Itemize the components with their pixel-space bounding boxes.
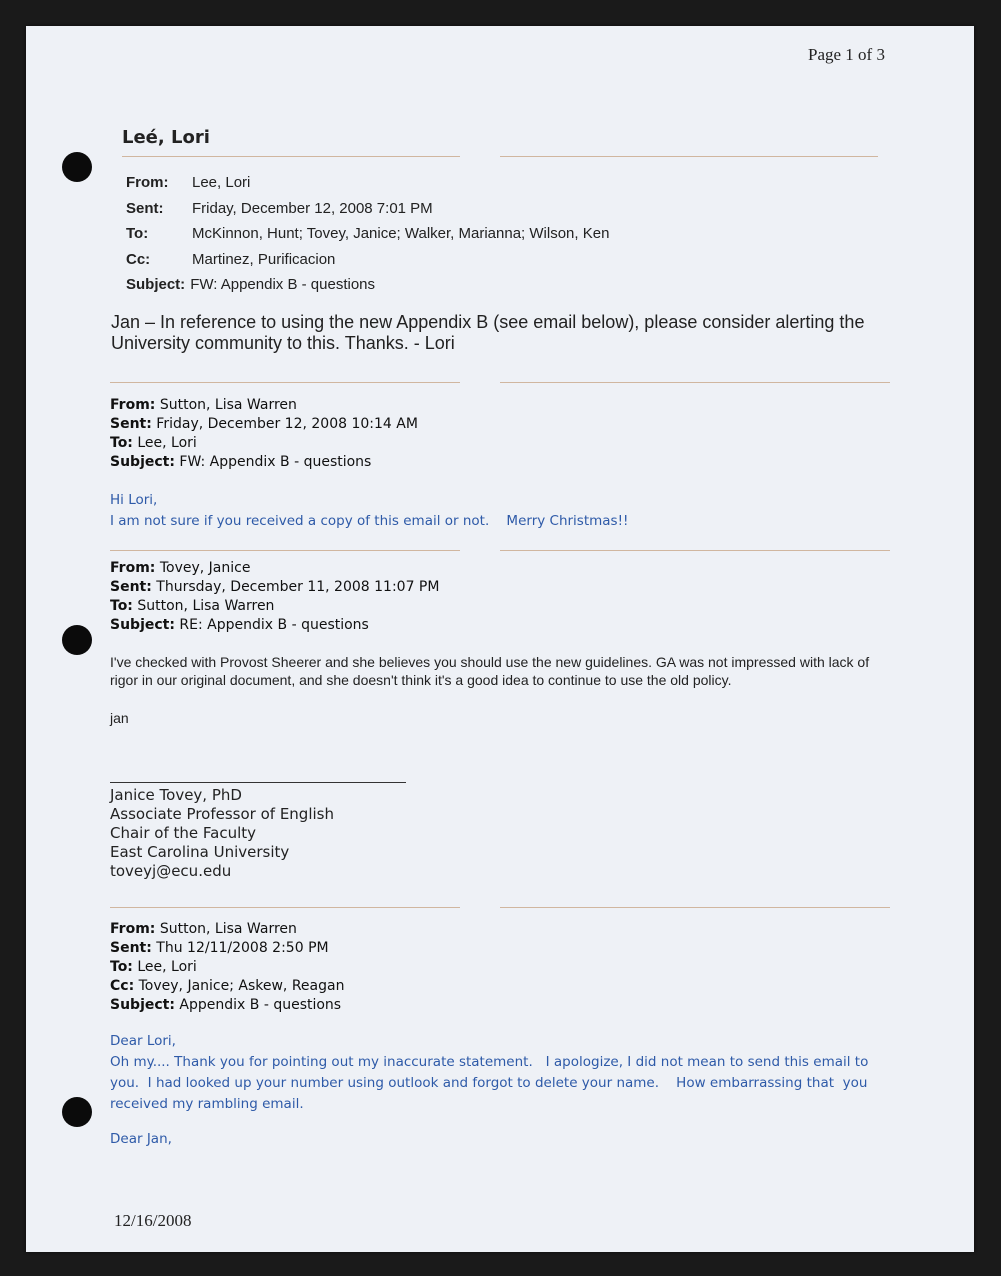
sender-heading: Leé, Lori — [122, 127, 210, 148]
message4-headers: From: Sutton, Lisa Warren Sent: Thu 12/11/2008 2:50 PM To: Lee, Lori Cc: Tovey, Janice; Askew, Reagan Subject: Appendix B - questions — [110, 921, 345, 1013]
divider — [122, 156, 460, 157]
divider — [500, 907, 890, 908]
print-date: 12/16/2008 — [114, 1211, 192, 1230]
message2-headers: From: Sutton, Lisa Warren Sent: Friday, December 12, 2008 10:14 AM To: Lee, Lori Subject: FW: Appendix B - questions — [110, 397, 418, 470]
message3-headers: From: Tovey, Janice Sent: Thursday, December 11, 2008 11:07 PM To: Sutton, Lisa Warren Subject: RE: Appendix B - questions — [110, 560, 440, 633]
divider — [110, 382, 460, 383]
divider — [110, 550, 460, 551]
message2-body: Hi Lori, I am not sure if you received a copy of this email or not. Merry Christmas!! — [110, 492, 629, 529]
message4-body: Dear Lori, Oh my.... Thank you for pointing out my inaccurate statement. I apologize, I did not mean to send this email to you. I had looked up your number using outlook and forgot to delete your name. How embarrassing that you received my rambling email. Dear Jan, — [110, 1033, 869, 1147]
message3-body: I've checked with Provost Sheerer and she believes you should use the new guidelines. GA was not impressed with lack of rigor in our original document, and she doesn't think it's a good idea to continue to use the old policy. — [110, 654, 870, 688]
message3-closing: jan — [110, 710, 129, 726]
punch-hole — [62, 625, 92, 655]
page-number: Page 1 of 3 — [808, 45, 885, 64]
signature-block: Janice Tovey, PhD Associate Professor of English Chair of the Faculty East Carolina University toveyj@ecu.edu — [110, 786, 334, 880]
message1-headers: From: Lee, Lori Sent: Friday, December 12, 2008 7:01 PM To: McKinnon, Hunt; Tovey, Janice; Walker, Marianna; Wilson, Ken Cc: Martinez, Purificacion Subject: FW: Appendix B - questions — [126, 174, 610, 294]
divider — [500, 156, 878, 157]
signature-line — [110, 782, 406, 783]
divider — [110, 907, 460, 908]
message1-body: Jan – In reference to using the new Appendix B (see email below), please consider alerting the University community to this. Thanks. - Lori — [111, 312, 865, 353]
punch-hole — [62, 1097, 92, 1127]
divider — [500, 382, 890, 383]
divider — [500, 550, 890, 551]
punch-hole — [62, 152, 92, 182]
